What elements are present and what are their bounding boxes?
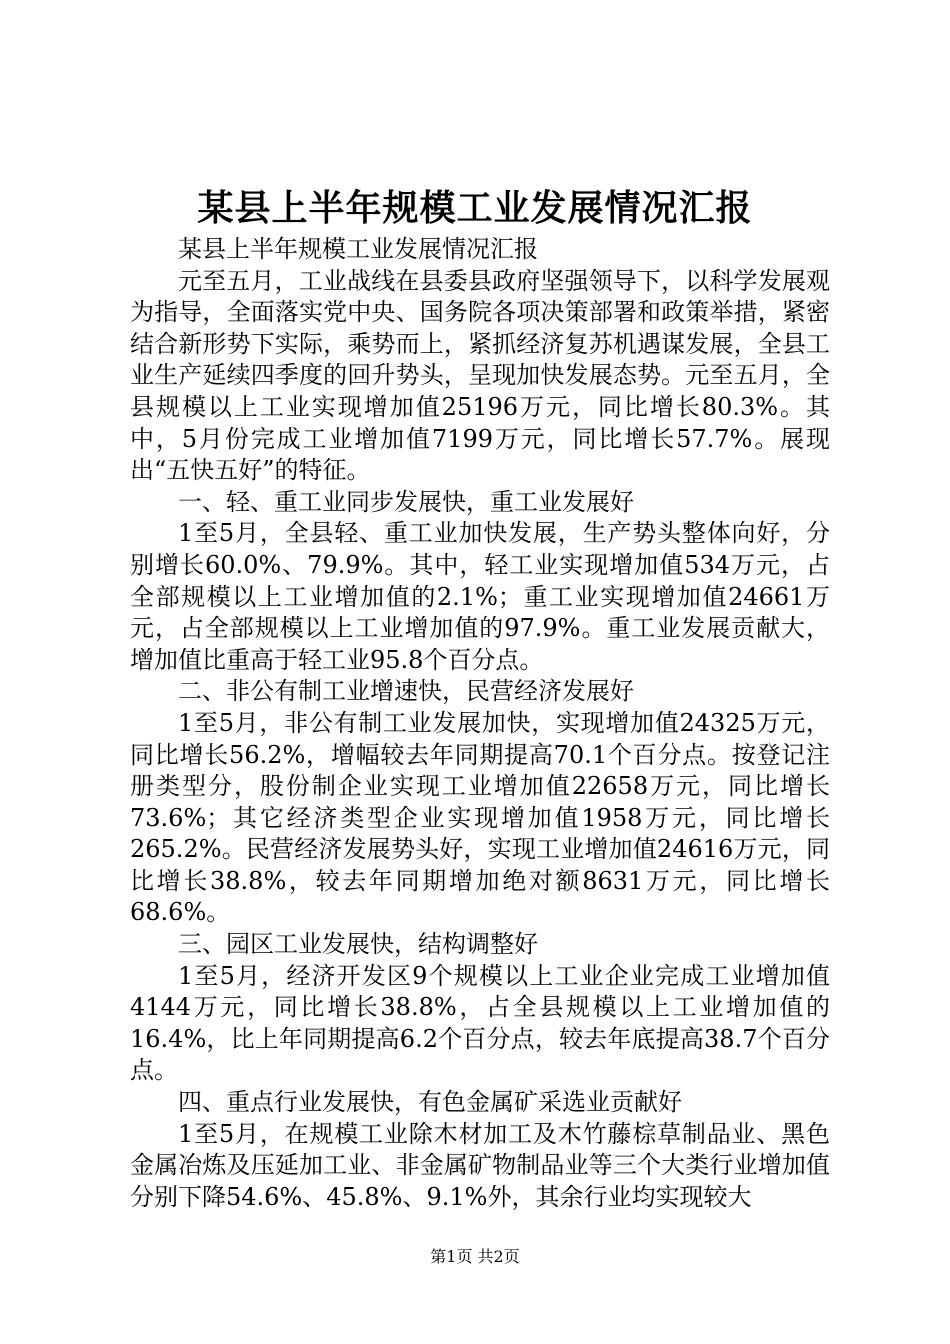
document-body [130,234,830,1213]
section-heading-1: 一、轻、重工业同步发展快，重工业发展好 [178,487,634,516]
document-title: 某县上半年规模工业发展情况汇报 [197,187,753,229]
paragraph-subtitle: 某县上半年规模工业发展情况汇报 [178,235,538,263]
section-heading-2: 二、非公有制工业增速快，民营经济发展好 [178,677,634,706]
paragraph-section-4: 1至5月，在规模工业除木材加工及木竹藤棕草制品业、黑色金属冶炼及压延加工业、非金属矿物制品业等三个大类行业增加值分别下降54.6%、45.8%、9.1%外，其余行业均实现较大 [130,1119,830,1211]
section-heading-4: 四、重点行业发展快，有色金属矿采选业贡献好 [178,1088,682,1117]
paragraph-section-1: 1至5月，全县轻、重工业加快发展，生产势头整体向好，分别增长60.0%、79.9%。其中，轻工业实现增加值534万元，占全部规模以上工业增加值的2.1%；重工业实现增加值24661万元，占全部规模以上工业增加值的97.9%。重工业发展贡献大，增加值比重高于轻工业95.8个百分点。 [130,519,830,674]
paragraph-intro: 元至五月，工业战线在县委县政府坚强领导下，以科学发展观为指导，全面落实党中央、国务院各项决策部署和政策举措，紧密结合新形势下实际，乘势而上，紧抓经济复苏机遇谋发展，全县工业生产延续四季度的回升势头，呈现加快发展态势。元至五月，全县规模以上工业实现增加值25196万元，同比增长80.3%。其中，5月份完成工业增加值7199万元，同比增长57.7%。展现出“五快五好”的特征。 [130,266,830,485]
page-number-footer: 第1页 共2页 [430,1247,520,1266]
paragraph-section-2: 1至5月，非公有制工业发展加快，实现增加值24325万元，同比增长56.2%，增幅较去年同期提高70.1个百分点。按登记注册类型分，股份制企业实现工业增加值22658万元，同比增长73.6%；其它经济类型企业实现增加值1958万元，同比增长265.2%。民营经济发展势头好，实现工业增加值24616万元，同比增长38.8%，较去年同期增加绝对额8631万元，同比增长68.6%。 [130,708,830,927]
paragraph-section-3: 1至5月，经济开发区9个规模以上工业企业完成工业增加值4144万元，同比增长38.8%，占全县规模以上工业增加值的16.4%，比上年同期提高6.2个百分点，较去年底提高38.7个百分点。 [130,961,830,1085]
section-heading-3: 三、园区工业发展快，结构调整好 [178,930,538,959]
